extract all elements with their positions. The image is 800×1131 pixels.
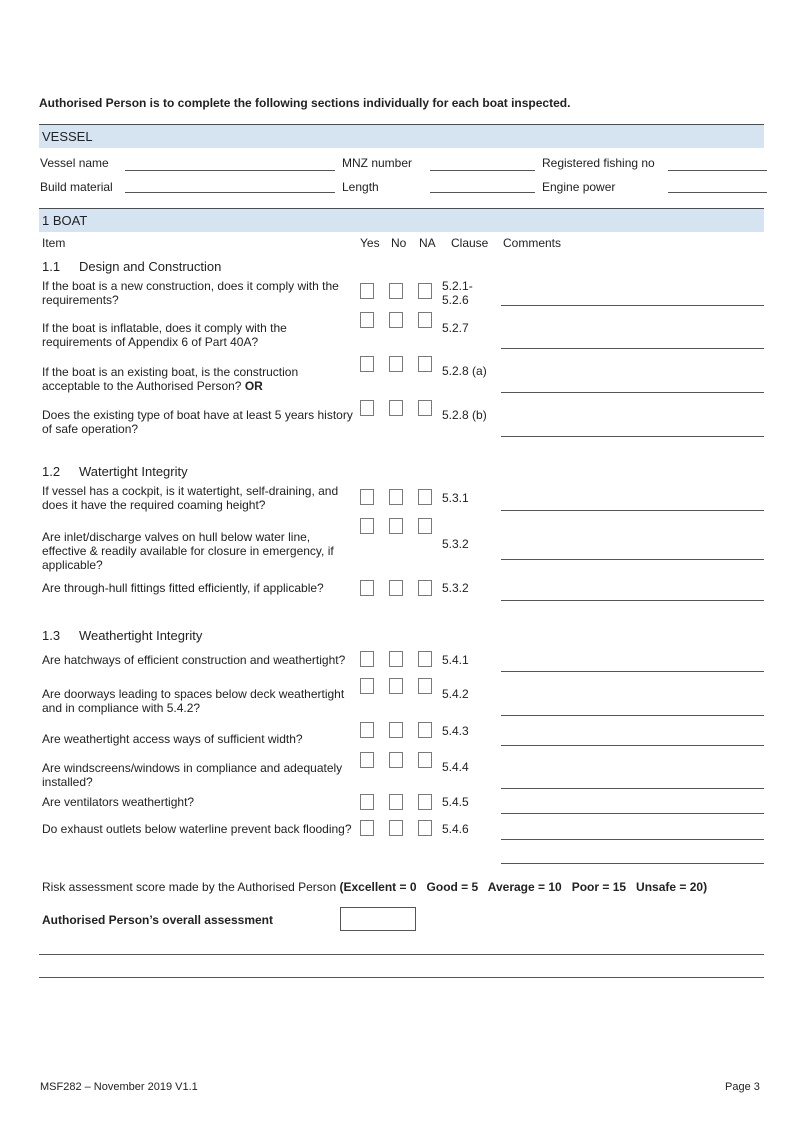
clause-ref: 5.4.5 bbox=[442, 795, 469, 809]
question-text: If the boat is a new construction, does it comply with the requirements? bbox=[42, 279, 339, 307]
no-checkbox[interactable] bbox=[389, 794, 403, 810]
yes-checkbox[interactable] bbox=[360, 678, 374, 694]
build-material-field[interactable] bbox=[125, 192, 335, 193]
clause-ref: 5.2.8 (b) bbox=[442, 408, 487, 422]
question-text: If vessel has a cockpit, is it watertight, self-draining, and does it have the required coaming height? bbox=[42, 484, 339, 512]
overall-assessment-label: Authorised Person’s overall assessment bbox=[42, 913, 273, 927]
no-checkbox[interactable] bbox=[389, 312, 403, 328]
no-checkbox[interactable] bbox=[389, 678, 403, 694]
clause-ref: 5.4.1 bbox=[442, 653, 469, 667]
clause-ref: 5.3.2 bbox=[442, 581, 469, 595]
yes-checkbox[interactable] bbox=[360, 400, 374, 416]
clause-ref: 5.2.7 bbox=[442, 321, 469, 335]
column-header-clause: Clause bbox=[451, 236, 489, 250]
clause-ref: 5.2.8 (a) bbox=[442, 364, 487, 378]
yes-checkbox[interactable] bbox=[360, 489, 374, 505]
na-checkbox[interactable] bbox=[418, 794, 432, 810]
na-checkbox[interactable] bbox=[418, 820, 432, 836]
question-text: Are windscreens/windows in compliance and adequately installed? bbox=[42, 761, 343, 789]
column-header-item: Item bbox=[42, 236, 66, 250]
section-title: Weathertight Integrity bbox=[79, 628, 203, 643]
boat-section-header bbox=[39, 208, 764, 232]
na-checkbox[interactable] bbox=[418, 678, 432, 694]
overall-assessment-line[interactable] bbox=[39, 954, 764, 955]
question-emphasis: OR bbox=[241, 379, 263, 393]
na-checkbox[interactable] bbox=[418, 651, 432, 667]
intro-text: Authorised Person is to complete the following sections individually for each boat inspected. bbox=[39, 96, 571, 110]
section-number: 1.2 bbox=[42, 464, 61, 479]
comment-line[interactable] bbox=[501, 745, 764, 746]
section-1-1-heading bbox=[42, 259, 221, 274]
boat-heading: 1 BOAT bbox=[42, 213, 88, 228]
comment-line[interactable] bbox=[501, 510, 764, 511]
vessel-heading: VESSEL bbox=[42, 129, 93, 144]
engine-power-label: Engine power bbox=[542, 180, 616, 194]
risk-scale: (Excellent = 0 Good = 5 Average = 10 Poor = 15 Unsafe = 20) bbox=[339, 880, 708, 894]
yes-checkbox[interactable] bbox=[360, 752, 374, 768]
no-checkbox[interactable] bbox=[389, 580, 403, 596]
risk-assessment bbox=[42, 880, 707, 894]
clause-ref: 5.2.1- 5.2.6 bbox=[442, 279, 473, 307]
section-1-3-heading bbox=[42, 628, 202, 643]
footer-form-id: MSF282 – November 2019 V1.1 bbox=[40, 1081, 198, 1093]
comment-line[interactable] bbox=[501, 305, 764, 306]
na-checkbox[interactable] bbox=[418, 400, 432, 416]
registered-fishing-no-field[interactable] bbox=[668, 170, 767, 171]
mnz-number-label: MNZ number bbox=[342, 156, 413, 170]
yes-checkbox[interactable] bbox=[360, 794, 374, 810]
no-checkbox[interactable] bbox=[389, 283, 403, 299]
na-checkbox[interactable] bbox=[418, 752, 432, 768]
question-text: If the boat is an existing boat, is the construction acceptable to the Authorised Person? bbox=[42, 365, 299, 393]
na-checkbox[interactable] bbox=[418, 283, 432, 299]
clause-ref: 5.4.3 bbox=[442, 724, 469, 738]
question-text: Are through-hull fittings fitted efficiently, if applicable? bbox=[42, 581, 324, 595]
question-text: Are weathertight access ways of sufficient width? bbox=[42, 732, 303, 746]
clause-ref: 5.3.1 bbox=[442, 491, 469, 505]
no-checkbox[interactable] bbox=[389, 356, 403, 372]
section-title: Watertight Integrity bbox=[79, 464, 188, 479]
vessel-name-label: Vessel name bbox=[40, 156, 109, 170]
column-header-yes: Yes bbox=[360, 236, 380, 250]
clause-ref: 5.3.2 bbox=[442, 537, 469, 551]
risk-label: Risk assessment score made by the Authorised Person bbox=[42, 880, 337, 894]
na-checkbox[interactable] bbox=[418, 580, 432, 596]
engine-power-field[interactable] bbox=[668, 192, 767, 193]
clause-ref: 5.4.6 bbox=[442, 822, 469, 836]
yes-checkbox[interactable] bbox=[360, 356, 374, 372]
no-checkbox[interactable] bbox=[389, 518, 403, 534]
question-text: Are doorways leading to spaces below deck weathertight and in compliance with 5.4.2? bbox=[42, 687, 345, 715]
question-text: Do exhaust outlets below waterline prevent back flooding? bbox=[42, 822, 352, 836]
section-number: 1.1 bbox=[42, 259, 61, 274]
comment-line[interactable] bbox=[501, 671, 764, 672]
yes-checkbox[interactable] bbox=[360, 312, 374, 328]
footer-page-number: Page 3 bbox=[725, 1081, 760, 1093]
column-header-no: No bbox=[391, 236, 407, 250]
comment-line[interactable] bbox=[501, 839, 764, 840]
yes-checkbox[interactable] bbox=[360, 518, 374, 534]
clause-ref: 5.4.4 bbox=[442, 760, 469, 774]
comment-line[interactable] bbox=[501, 863, 764, 864]
mnz-number-field[interactable] bbox=[430, 170, 535, 171]
vessel-name-field[interactable] bbox=[125, 170, 335, 171]
yes-checkbox[interactable] bbox=[360, 820, 374, 836]
na-checkbox[interactable] bbox=[418, 518, 432, 534]
na-checkbox[interactable] bbox=[418, 722, 432, 738]
question-text: Does the existing type of boat have at least 5 years history of safe operation? bbox=[42, 408, 353, 436]
comment-line[interactable] bbox=[501, 392, 764, 393]
no-checkbox[interactable] bbox=[389, 752, 403, 768]
question-text: Are ventilators weathertight? bbox=[42, 795, 195, 809]
na-checkbox[interactable] bbox=[418, 312, 432, 328]
comment-line[interactable] bbox=[501, 813, 764, 814]
no-checkbox[interactable] bbox=[389, 820, 403, 836]
registered-fishing-no-label: Registered fishing no bbox=[542, 156, 655, 170]
no-checkbox[interactable] bbox=[389, 489, 403, 505]
no-checkbox[interactable] bbox=[389, 400, 403, 416]
comment-line[interactable] bbox=[501, 600, 764, 601]
yes-checkbox[interactable] bbox=[360, 283, 374, 299]
length-field[interactable] bbox=[430, 192, 535, 193]
no-checkbox[interactable] bbox=[389, 722, 403, 738]
overall-assessment-line[interactable] bbox=[39, 977, 764, 978]
yes-checkbox[interactable] bbox=[360, 722, 374, 738]
question-text: Are hatchways of efficient construction and weathertight? bbox=[42, 653, 346, 667]
yes-checkbox[interactable] bbox=[360, 651, 374, 667]
question-item bbox=[42, 365, 357, 393]
comment-line[interactable] bbox=[501, 348, 764, 349]
section-title: Design and Construction bbox=[79, 259, 222, 274]
yes-checkbox[interactable] bbox=[360, 580, 374, 596]
comment-line[interactable] bbox=[501, 715, 764, 716]
question-text: If the boat is inflatable, does it comply with the requirements of Appendix 6 of Part 40A? bbox=[42, 321, 287, 349]
overall-assessment-box[interactable] bbox=[340, 907, 416, 931]
comment-line[interactable] bbox=[501, 436, 764, 437]
build-material-label: Build material bbox=[40, 180, 113, 194]
section-1-2-heading bbox=[42, 464, 188, 479]
na-checkbox[interactable] bbox=[418, 489, 432, 505]
section-number: 1.3 bbox=[42, 628, 61, 643]
na-checkbox[interactable] bbox=[418, 356, 432, 372]
no-checkbox[interactable] bbox=[389, 651, 403, 667]
question-text: Are inlet/discharge valves on hull below water line, effective & readily available for closure in emergency, if applicable? bbox=[42, 530, 334, 572]
column-header-na: NA bbox=[419, 236, 436, 250]
column-header-comments: Comments bbox=[503, 236, 562, 250]
comment-line[interactable] bbox=[501, 559, 764, 560]
length-label: Length bbox=[342, 180, 379, 194]
vessel-section-header bbox=[39, 124, 764, 148]
comment-line[interactable] bbox=[501, 788, 764, 789]
clause-ref: 5.4.2 bbox=[442, 687, 469, 701]
